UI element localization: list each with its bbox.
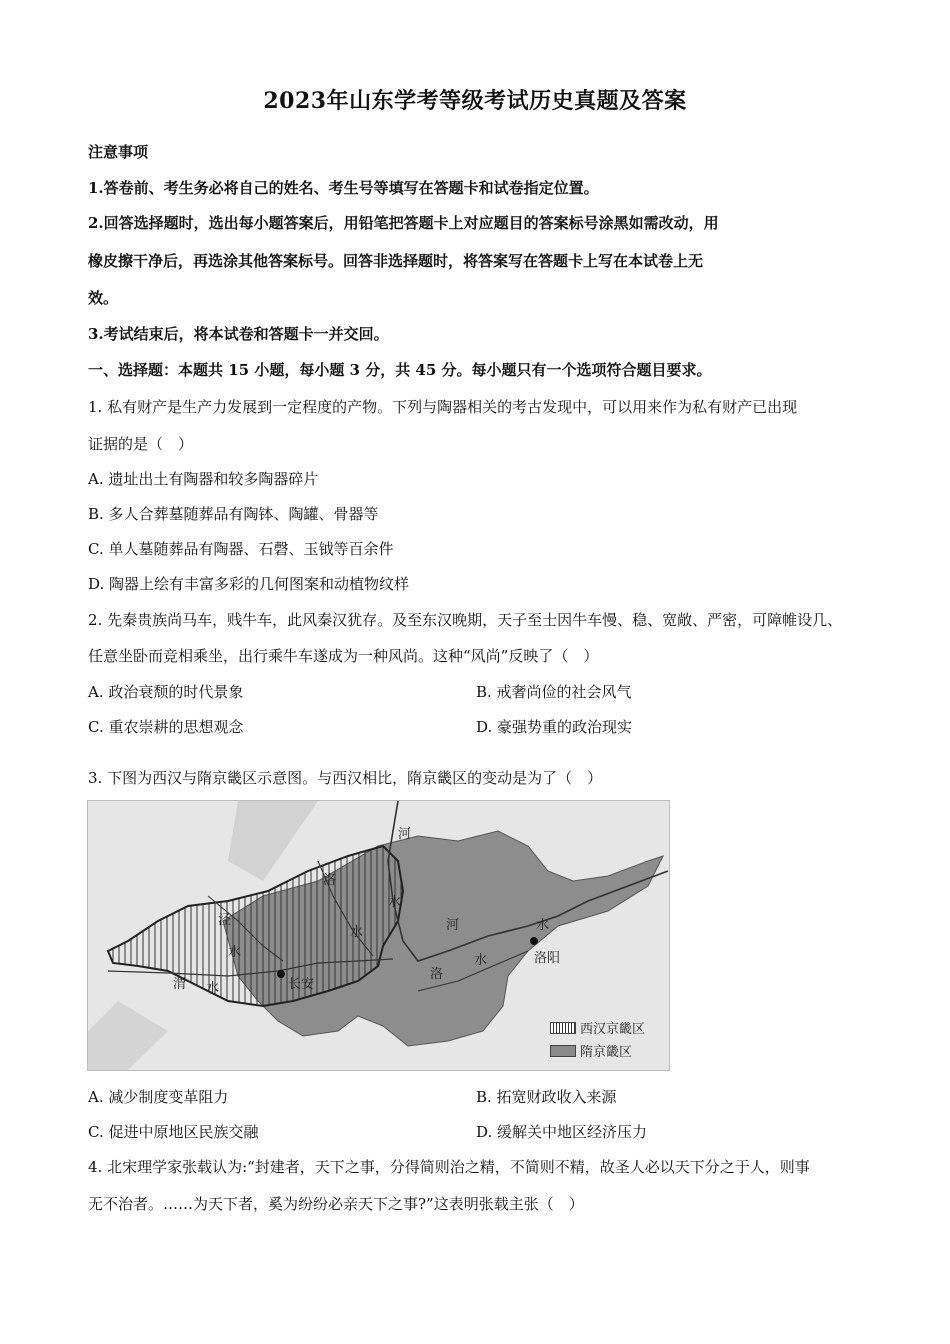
label-luo-top: 洛 [323,873,337,888]
q1-stem-line-2: 证据的是（ ） [88,435,194,453]
q1-option-b: B. 多人合葬墓随葬品有陶钵、陶罐、骨器等 [88,505,379,523]
q3-option-d: D. 缓解关中地区经济压力 [476,1123,648,1141]
label-shui-1: 水 [388,895,402,910]
notice-item-2-line-1: 2.回答选择题时，选出每小题答案后，用铅笔把答题卡上对应题目的答案标号涂黑如需改动，用 [88,214,719,232]
q2-option-c: C. 重农崇耕的思想观念 [88,718,244,736]
q3-option-a: A. 减少制度变革阻力 [88,1088,229,1106]
q2-option-a: A. 政治衰颓的时代景象 [88,683,244,701]
notice-heading: 注意事项 [88,143,149,161]
label-changan: 长安 [288,977,315,992]
notice-item-3: 3.考试结束后，将本试卷和答题卡一并交回。 [88,325,389,343]
label-shui-2: 水 [350,925,364,940]
legend-sui-label: 隋京畿区 [580,1045,633,1060]
label-jing: 泾 [218,913,232,928]
q4-stem-line-2: 无不治者。……为天下者，奚为纷纷必亲天下之事?”这表明张载主张（ ） [88,1195,584,1213]
legend-xihan-swatch [550,1022,576,1034]
q3-map [87,800,670,1071]
luoyang-dot [530,937,538,945]
q3-stem: 3. 下图为西汉与隋京畿区示意图。与西汉相比，隋京畿区的变动是为了（ ） [88,769,603,787]
q1-option-a: A. 遗址出土有陶器和较多陶器碎片 [88,470,319,488]
q4-stem-line-1: 4. 北宋理学家张载认为:“封建者，天下之事，分得简则治之精，不简则不精，故圣人必以天下分之于人，则事 [88,1158,810,1176]
q2-option-d: D. 豪强势重的政治现实 [476,718,633,736]
q2-stem-line-1: 2. 先秦贵族尚马车，贱牛车，此风秦汉犹存。及至东汉晚期，天子至士因牛车慢、稳、宽敞、严密，可障帷设几、 [88,611,843,629]
q2-stem-line-2: 任意坐卧而竞相乘坐，出行乘牛车遂成为一种风尚。这种“风尚”反映了（ ） [88,647,599,665]
label-luoyang: 洛阳 [534,951,561,966]
notice-item-1: 1.答卷前、考生务必将自己的姓名、考生号等填写在答题卡和试卷指定位置。 [88,179,599,197]
label-he-2: 河 [446,918,460,933]
label-shui-5: 水 [536,918,550,933]
q3-option-c: C. 促进中原地区民族交融 [88,1123,259,1141]
legend-xihan-label: 西汉京畿区 [580,1022,646,1037]
legend-sui [550,1041,632,1060]
label-he: 河 [398,827,412,842]
label-luo-2: 洛 [430,967,444,982]
q2-option-b: B. 戒奢尚俭的社会风气 [476,683,632,701]
legend-sui-swatch [550,1045,576,1057]
section-heading: 一、选择题：本题共 15 小题，每小题 3 分，共 45 分。每小题只有一个选项符合题目要求。 [88,361,712,379]
label-shui-4: 水 [206,981,220,996]
q1-stem-line-1: 1. 私有财产是生产力发展到一定程度的产物。下列与陶器相关的考古发现中，可以用来作为私有财产已出现 [88,398,798,416]
page-title: 2023年山东学考等级考试历史真题及答案 [263,88,687,114]
label-shui-3: 水 [228,945,242,960]
changan-dot [277,970,285,978]
label-shui-6: 水 [474,953,488,968]
q3-option-b: B. 拓宽财政收入来源 [476,1088,617,1106]
label-wei: 渭 [173,977,187,992]
notice-item-2-line-3: 效。 [88,289,119,307]
q1-option-d: D. 陶器上绘有丰富多彩的几何图案和动植物纹样 [88,575,410,593]
q1-option-c: C. 单人墓随葬品有陶器、石磬、玉钺等百余件 [88,540,394,558]
legend-xihan [550,1018,645,1037]
notice-item-2-line-2: 橡皮擦干净后，再选涂其他答案标号。回答非选择题时，将答案写在答题卡上写在本试卷上无 [88,252,704,270]
